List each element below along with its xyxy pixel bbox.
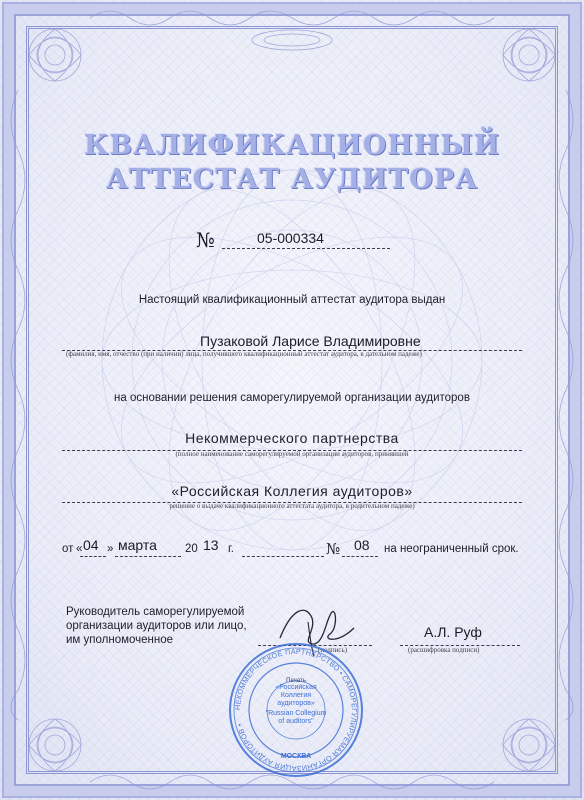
issued-statement: Настоящий квалификационный аттестат аудитора выдан (138, 294, 446, 306)
decision-number-sign: № (326, 540, 341, 558)
year-prefix: 20 (185, 543, 198, 555)
decision-caption: решение о выдаче квалификационного аттестата аудитора, в родительном падеже) (169, 502, 415, 510)
seal-stamp-label: Печать (286, 678, 306, 684)
certificate-number: 05-000334 (257, 230, 324, 246)
organization-caption: (полное наименование саморегулируемой организации аудиторов, принявшей (175, 450, 409, 458)
recipient-caption: (фамилия, имя, отчество (при наличии) лица, получившего квалификационный аттестат аудитора, в дательном падеже) (66, 350, 422, 358)
recipient-name: Пузаковой Ларисе Владимировне (200, 333, 421, 349)
signer-name: А.Л. Руф (424, 624, 482, 640)
organization-line-1: Некоммерческого партнерства (185, 430, 399, 446)
number-sign: № (196, 228, 215, 252)
date-from-label: от (62, 543, 74, 555)
term-statement: на неограниченный срок. (384, 543, 519, 555)
decision-number: 08 (354, 537, 370, 553)
day-underline (80, 556, 106, 557)
decision-month: марта (118, 537, 157, 553)
day-quote-close: » (107, 543, 114, 555)
signatory-line-1: Руководитель саморегулируемой (66, 606, 245, 618)
signature-caption: (подпись) (318, 646, 348, 654)
day-quote-open: « (76, 543, 83, 555)
title-line-1: КВАЛИФИКАЦИОННЫЙ (83, 130, 501, 161)
month-underline (115, 556, 181, 557)
signer-caption: (расшифровка подписи) (408, 646, 480, 654)
organization-seal (226, 640, 366, 780)
title-line-2: АТТЕСТАТ АУДИТОРА (105, 164, 479, 195)
seal-center-en: "Russian Collegium of auditors" (265, 710, 327, 725)
signatory-line-3: им уполномоченное (66, 634, 174, 646)
blank-underline (242, 556, 324, 557)
decision-number-underline (342, 556, 378, 557)
decision-day: 04 (83, 537, 99, 553)
organization-line-2: «Российская Коллегия аудиторов» (171, 483, 413, 499)
signatory-line-2: организации аудиторов или лицо, (66, 620, 247, 632)
year-suffix: 13 (203, 537, 219, 553)
year-unit: г. (228, 543, 234, 555)
seal-ring-text: НЕКОММЕРЧЕСКОЕ ПАРТНЕРСТВО • САМОРЕГУЛИРУЕМАЯ ОРГАНИЗАЦИЯ АУДИТОРОВ • (232, 646, 360, 774)
basis-statement: на основании решения саморегулируемой организации аудиторов (114, 392, 470, 404)
number-underline (222, 248, 390, 249)
seal-city: МОСКВА (280, 753, 312, 760)
seal-center-ru: «Российская Коллегия аудиторов» (275, 684, 317, 707)
